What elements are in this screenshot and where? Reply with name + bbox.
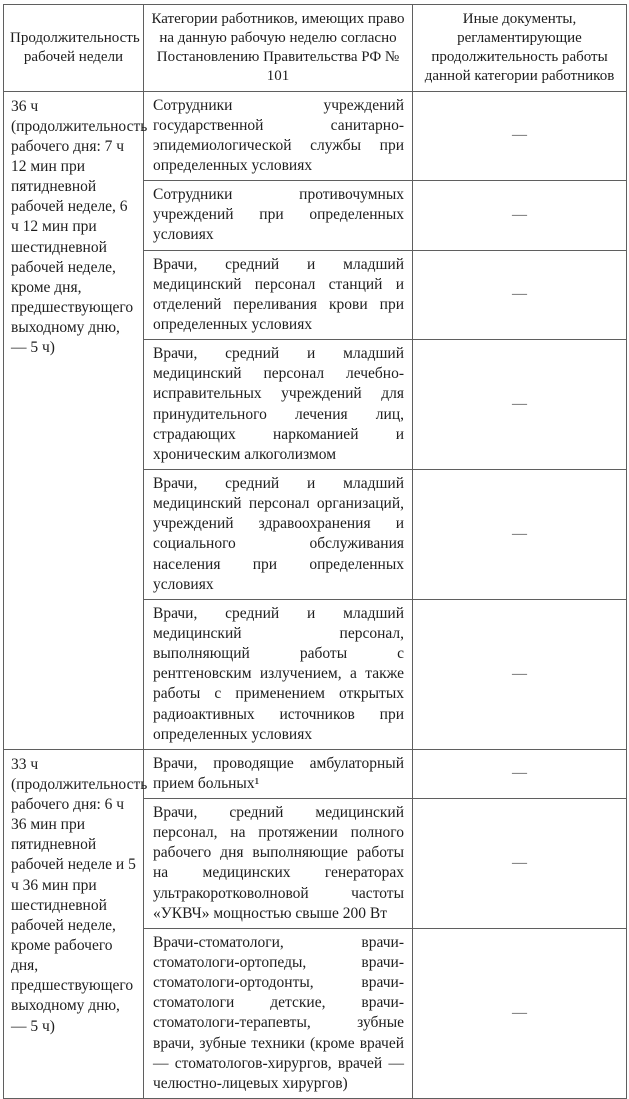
category-cell: Врачи, средний и младший медицинский персонал лечебно-исправительных учреждений для принудительного лечения лиц, страдающих наркоманией и хроническим алкоголизмом (144, 340, 413, 470)
duration-36h-cell: 36 ч (продолжительность рабочего дня: 7 ч 12 мин при пятидневной рабочей неделе, 6 ч 12 мин при шестидневной рабочей неделе, кроме дня, предшествующего выходному дню, — 5 ч) (4, 91, 144, 749)
other-docs-cell: — (413, 928, 627, 1098)
other-docs-cell: — (413, 181, 627, 250)
duration-33h-cell: 33 ч (продолжительность рабочего дня: 6 ч 36 мин при пятидневной рабочей неделе и 5 ч 36 мин при шестидневной рабочей неделе, кроме рабочего дня, предшествующего выходному дню, — 5 ч) (4, 749, 144, 1098)
category-cell: Сотрудники учреждений государственной санитарно-эпидемиологической службы при определенных условиях (144, 91, 413, 181)
category-cell: Сотрудники противочумных учреждений при определенных условиях (144, 181, 413, 250)
other-docs-cell: — (413, 469, 627, 599)
working-week-table (3, 4, 627, 1099)
header-categories: Категории работников, имеющих право на данную рабочую неделю согласно Постановлению Правительства РФ № 101 (144, 5, 413, 92)
other-docs-cell: — (413, 749, 627, 798)
category-cell: Врачи, средний и младший медицинский персонал организаций, учреждений здравоохранения и социального обслуживания населения при определенных условиях (144, 469, 413, 599)
table-body (4, 91, 627, 1098)
table-row (4, 91, 627, 181)
category-cell: Врачи, средний и младший медицинский персонал станций и отделений переливания крови при определенных условиях (144, 250, 413, 340)
table-header (4, 5, 627, 92)
other-docs-cell: — (413, 250, 627, 340)
other-docs-cell: — (413, 599, 627, 749)
header-duration: Продолжительность рабочей недели (4, 5, 144, 92)
category-cell: Врачи, средний медицинский персонал, на протяжении полного рабочего дня выполняющие работы на медицинских генераторах ультракоротковолновой частоты «УКВЧ» мощностью свыше 200 Вт (144, 799, 413, 929)
other-docs-cell: — (413, 799, 627, 929)
category-cell: Врачи, проводящие амбулаторный прием больных¹ (144, 749, 413, 798)
other-docs-cell: — (413, 91, 627, 181)
header-other-documents: Иные документы, регламентирующие продолжительность работы данной категории работников (413, 5, 627, 92)
table-row (4, 749, 627, 798)
category-cell: Врачи, средний и младший медицинский персонал, выполняющий работы с рентгеновским излучением, а также работы с применением открытых радиоактивных источников при определенных условиях (144, 599, 413, 749)
header-row (4, 5, 627, 92)
category-cell: Врачи-стоматологи, врачи-стоматологи-ортопеды, врачи-стоматологи-ортодонты, врачи-стоматологи детские, врачи-стоматологи-терапевты, зубные врачи, зубные техники (кроме врачей — стоматологов-хирургов, врачей — челюстно-лицевых хирургов) (144, 928, 413, 1098)
other-docs-cell: — (413, 340, 627, 470)
